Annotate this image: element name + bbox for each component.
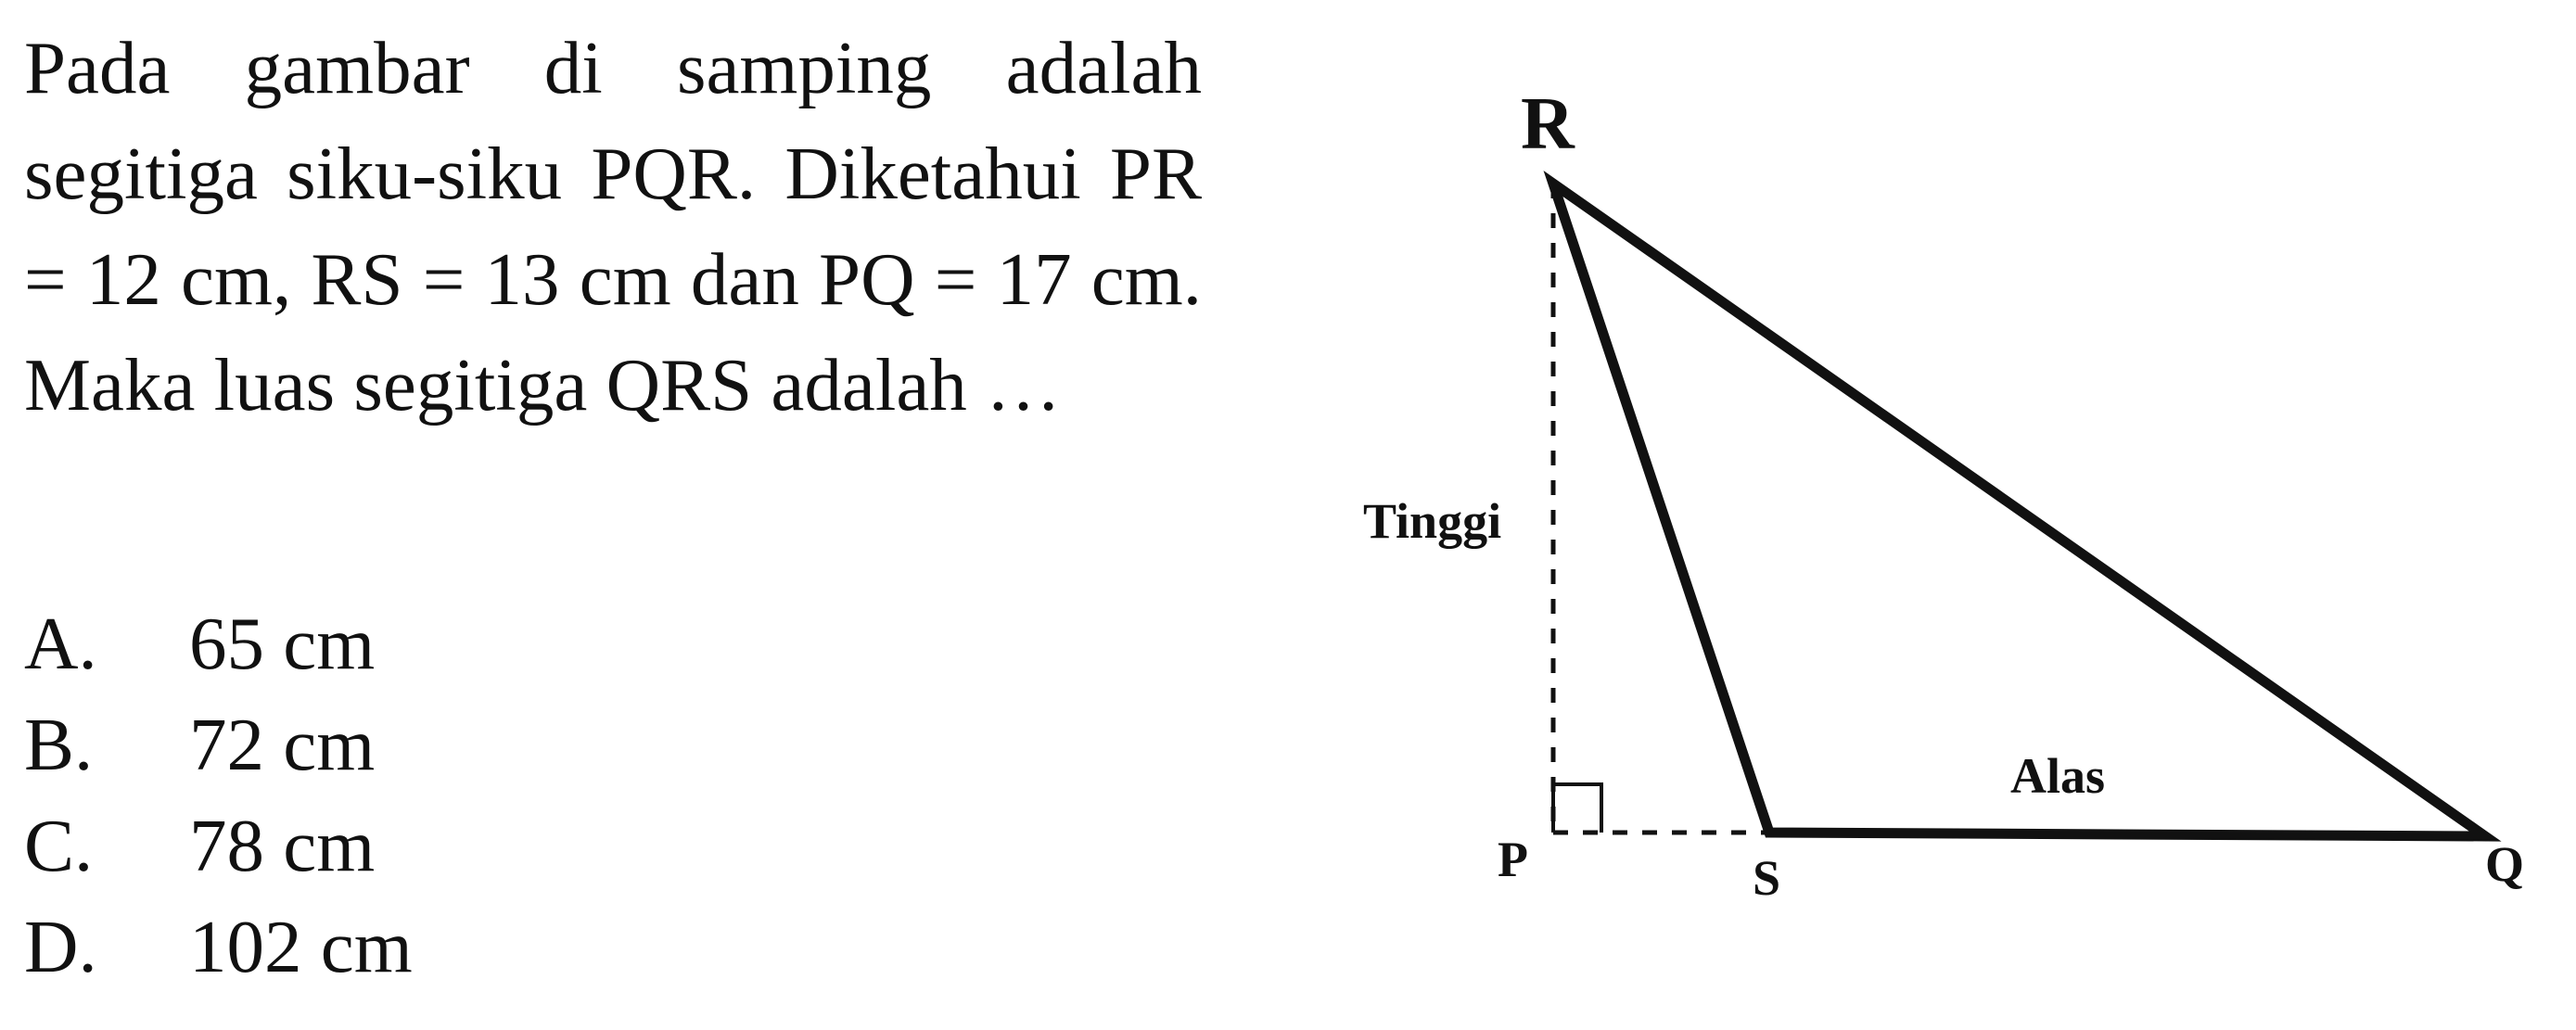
triangle-diagram (1326, 74, 2576, 1030)
option-d[interactable] (24, 896, 673, 998)
option-a[interactable] (24, 593, 673, 694)
option-letter: D. (24, 905, 97, 988)
label-r: R (1521, 83, 1575, 165)
right-angle-marker (1553, 784, 1601, 833)
answer-options (24, 593, 673, 998)
option-letter: C. (24, 804, 94, 887)
triangle-svg (1326, 74, 2576, 1030)
triangle-qrs (1553, 184, 2485, 836)
option-b[interactable] (24, 694, 673, 795)
option-letter: A. (24, 602, 97, 685)
label-p: P (1498, 832, 1528, 887)
option-value: 78 cm (189, 804, 376, 887)
label-tinggi: Tinggi (1363, 493, 1502, 549)
label-s: S (1753, 850, 1781, 906)
option-value: 72 cm (189, 703, 376, 786)
question-text: Pada gambar di samping adalah segitiga siku-siku PQR. Diketahui PR = 12 cm, RS = 13 cm dan PQ = 17 cm. Maka luas segitiga QRS adalah … (24, 26, 1202, 426)
label-alas: Alas (2010, 748, 2106, 804)
option-value: 65 cm (189, 602, 376, 685)
option-letter: B. (24, 703, 94, 786)
option-c[interactable] (24, 795, 673, 896)
label-q: Q (2485, 836, 2525, 892)
option-value: 102 cm (189, 905, 413, 988)
